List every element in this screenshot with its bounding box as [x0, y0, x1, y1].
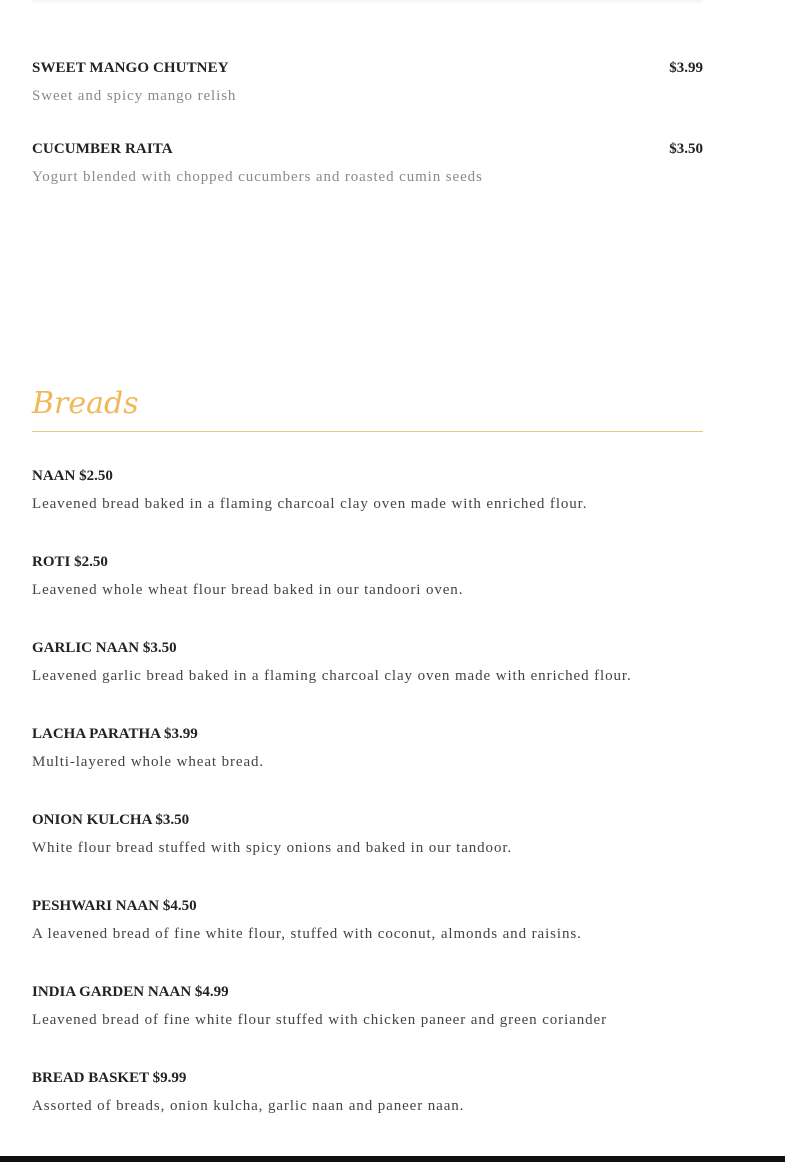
previous-section-edge — [32, 0, 703, 4]
bread-description: Leavened garlic bread baked in a flaming charcoal clay oven made with enriched flour. — [32, 668, 632, 684]
bread-item-india-garden-naan — [32, 983, 732, 1030]
section-divider — [32, 431, 703, 432]
bread-description: Leavened whole wheat flour bread baked in our tandoori oven. — [32, 582, 464, 598]
bread-title: LACHA PARATHA $3.99 — [32, 726, 198, 742]
bread-title: GARLIC NAAN $3.50 — [32, 640, 177, 656]
bread-description: Leavened bread of fine white flour stuffed with chicken paneer and green coriander — [32, 1012, 607, 1028]
bread-title: PESHWARI NAAN $4.50 — [32, 898, 197, 914]
section-title-breads: Breads — [32, 386, 139, 421]
item-name: CUCUMBER RAITA — [32, 141, 173, 157]
bread-title: NAAN $2.50 — [32, 468, 113, 484]
item-price: $3.50 — [669, 141, 703, 157]
item-price: $3.99 — [669, 60, 703, 76]
footer-bar — [0, 1156, 785, 1162]
bread-description: A leavened bread of fine white flour, stuffed with coconut, almonds and raisins. — [32, 926, 582, 942]
bread-description: Assorted of breads, onion kulcha, garlic naan and paneer naan. — [32, 1098, 465, 1114]
bread-title: ROTI $2.50 — [32, 554, 108, 570]
bread-item-peshwari-naan — [32, 897, 732, 944]
bread-title: BREAD BASKET $9.99 — [32, 1070, 187, 1086]
bread-description: White flour bread stuffed with spicy onions and baked in our tandoor. — [32, 840, 513, 856]
bread-item-roti — [32, 553, 732, 600]
bread-item-onion-kulcha — [32, 811, 732, 858]
bread-description: Leavened bread baked in a flaming charcoal clay oven made with enriched flour. — [32, 496, 588, 512]
item-name: SWEET MANGO CHUTNEY — [32, 60, 229, 76]
bread-item-bread-basket — [32, 1069, 732, 1116]
bread-item-naan — [32, 467, 732, 514]
bread-title: INDIA GARDEN NAAN $4.99 — [32, 984, 229, 1000]
bread-item-lacha-paratha — [32, 725, 732, 772]
bread-item-garlic-naan — [32, 639, 732, 686]
item-description: Sweet and spicy mango relish — [32, 88, 237, 104]
item-description: Yogurt blended with chopped cucumbers and roasted cumin seeds — [32, 169, 483, 185]
bread-title: ONION KULCHA $3.50 — [32, 812, 190, 828]
bread-description: Multi-layered whole wheat bread. — [32, 754, 265, 770]
